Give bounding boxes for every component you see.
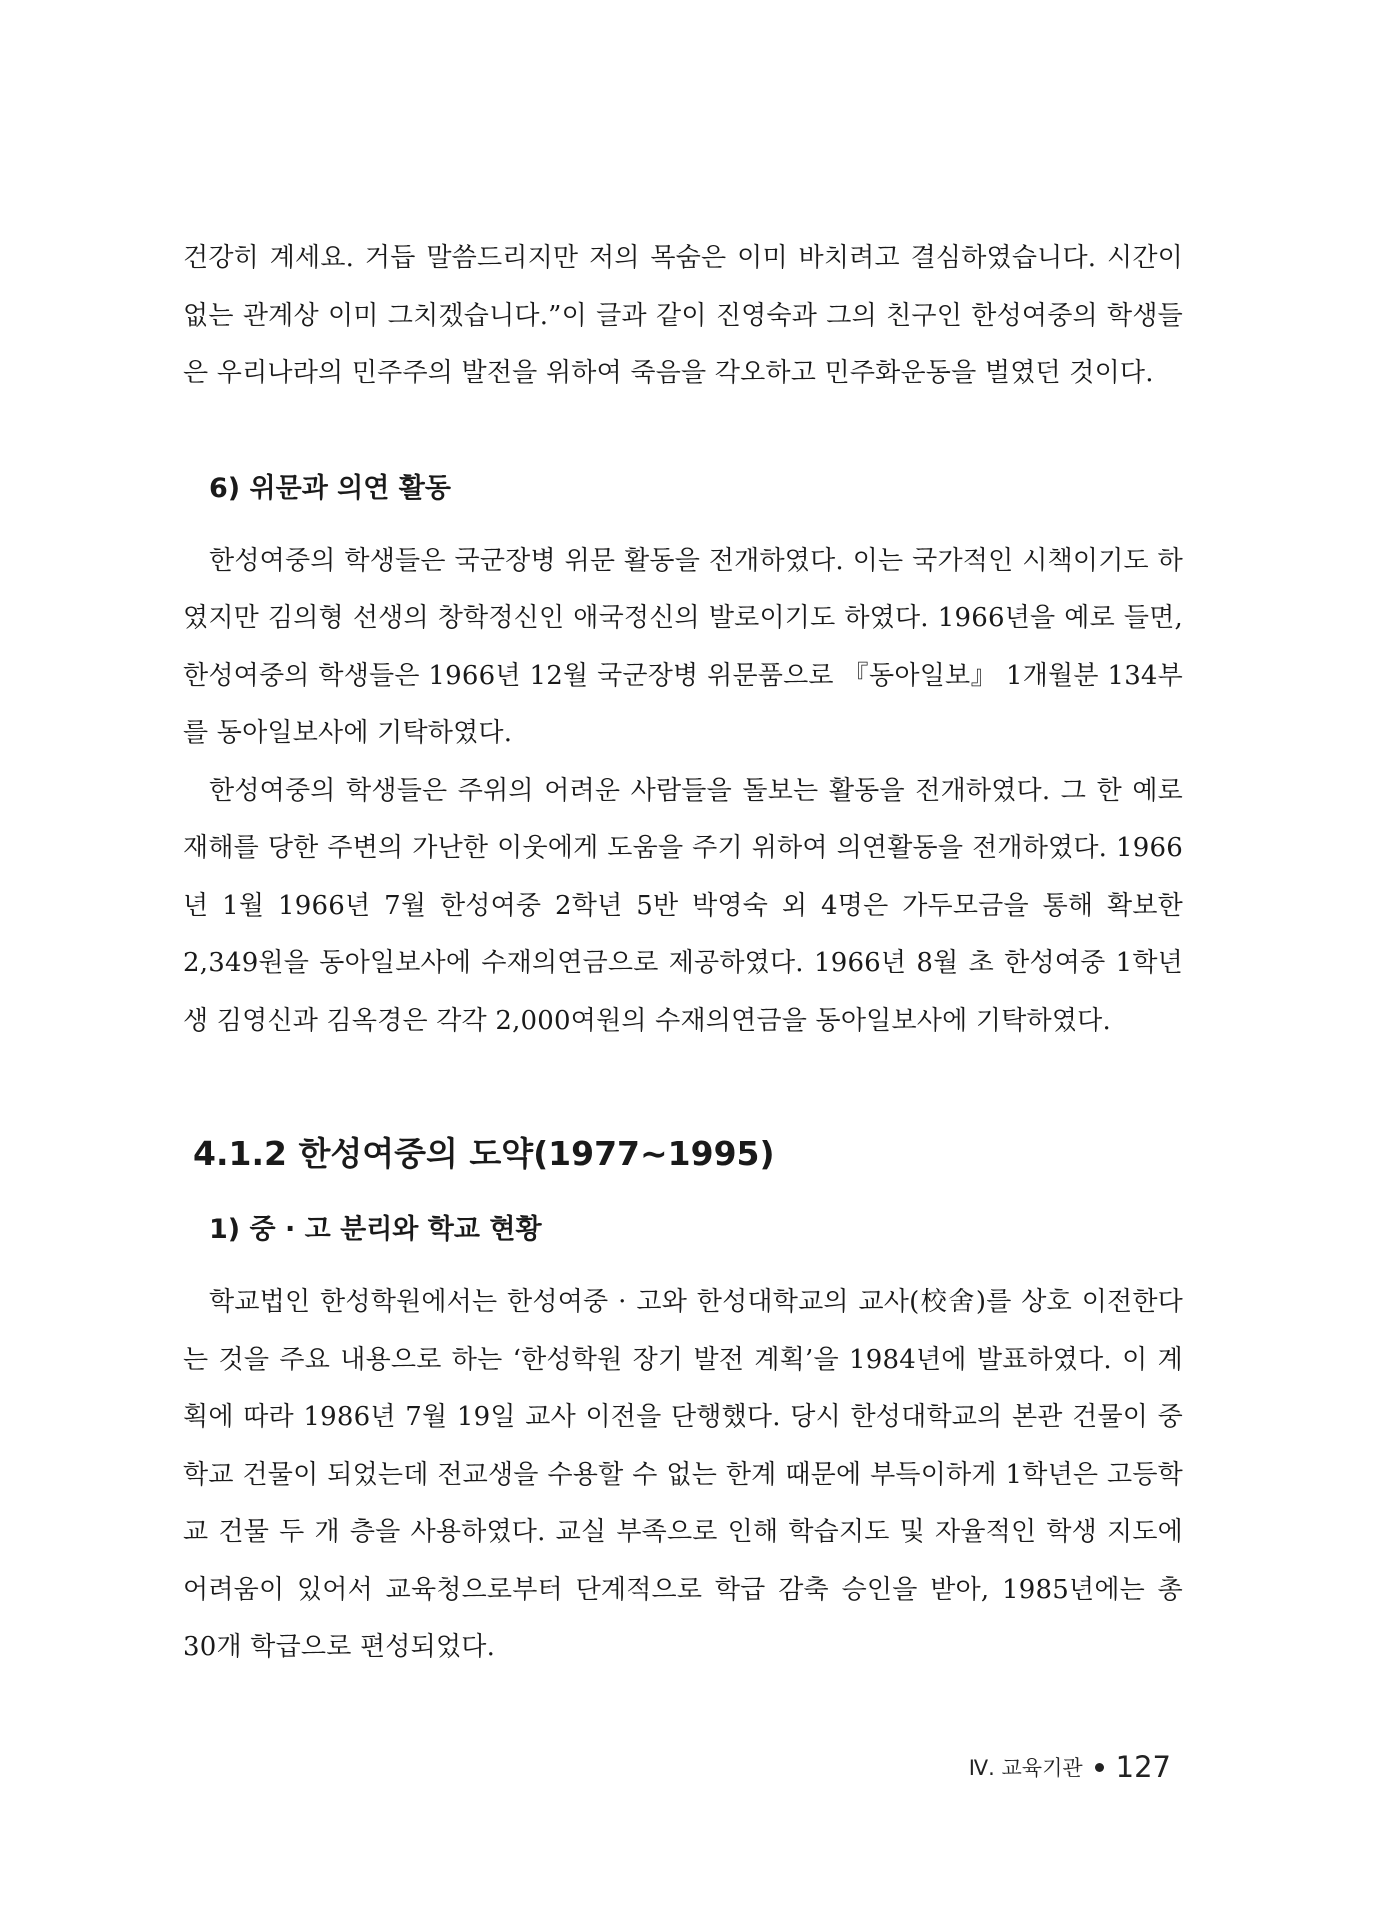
- page-footer: [969, 1750, 1171, 1784]
- paragraph-letter-ending: 건강히 계세요. 거듭 말씀드리지만 저의 목숨은 이미 바치려고 결심하였습니다. 시간이 없는 관계상 이미 그치겠습니다.”이 글과 같이 진영숙과 그의 친구인 한성여중의 학생들은 우리나라의 민주주의 발전을 위하여 죽음을 각오하고 민주화운동을 벌였던 것이다.: [183, 243, 1183, 388]
- subheading-school-separation: 1) 중 · 고 분리와 학교 현황: [209, 1214, 542, 1245]
- main-content: [183, 230, 1183, 1677]
- section-heading: 4.1.2 한성여중의 도약(1977∼1995): [193, 1134, 775, 1173]
- paragraph-relief-donation: 한성여중의 학생들은 주위의 어려운 사람들을 돌보는 활동을 전개하였다. 그 한 예로 재해를 당한 주변의 가난한 이웃에게 도움을 주기 위하여 의연활동을 전개하였다. 1966년 1월 1966년 7월 한성여중 2학년 5반 박영숙 외 4명은 가두모금을 통해 확보한 2,349원을 동아일보사에 수재의연금으로 제공하였다. 1966년 8월 초 한성여중 1학년생 김영신과 김옥경은 각각 2,000여원의 수재의연금을 동아일보사에 기탁하였다.: [183, 775, 1183, 1036]
- chapter-label: Ⅳ. 교육기관: [968, 1756, 1083, 1780]
- paragraph-soldier-comfort: 한성여중의 학생들은 국군장병 위문 활동을 전개하였다. 이는 국가적인 시책이기도 하였지만 김의형 선생의 창학정신인 애국정신의 발로이기도 하였다. 1966년을 예로 들면, 한성여중의 학생들은 1966년 12월 국군장병 위문품으로 『동아일보』 1개월분 134부를 동아일보사에 기탁하였다.: [183, 545, 1183, 748]
- paragraph-school-relocation: 학교법인 한성학원에서는 한성여중 · 고와 한성대학교의 교사(校舍)를 상호 이전한다는 것을 주요 내용으로 하는 ‘한성학원 장기 발전 계획’을 1984년에 발표하였다. 이 계획에 따라 1986년 7월 19일 교사 이전을 단행했다. 당시 한성대학교의 본관 건물이 중학교 건물이 되었는데 전교생을 수용할 수 없는 한계 때문에 부득이하게 1학년은 고등학교 건물 두 개 층을 사용하였다. 교실 부족으로 인해 학습지도 및 자율적인 학생 지도에 어려움이 있어서 교육청으로부터 단계적으로 학급 감축 승인을 받아, 1985년에는 총 30개 학급으로 편성되었다.: [183, 1287, 1183, 1662]
- bullet-dot-icon: [1095, 1763, 1104, 1772]
- subheading-comfort-activities: 6) 위문과 의연 활동: [209, 472, 451, 504]
- page-number: 127: [1115, 1750, 1171, 1784]
